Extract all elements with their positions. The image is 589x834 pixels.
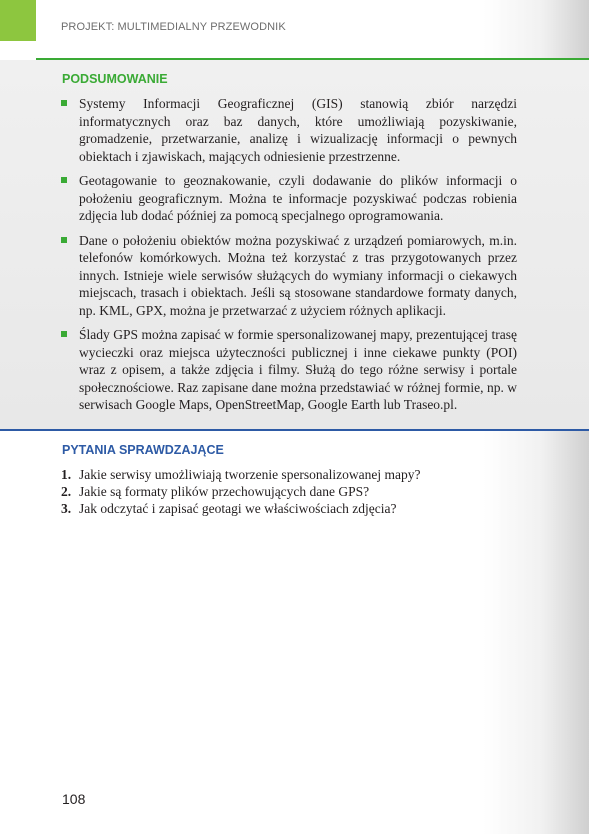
summary-item [61,326,517,414]
question-number: 2. [61,484,72,499]
question-item [61,466,421,483]
questions-heading: PYTANIA SPRAWDZAJĄCE [62,443,224,457]
square-bullet-icon [61,177,67,183]
square-bullet-icon [61,100,67,106]
summary-item [61,95,517,165]
question-number: 3. [61,501,72,516]
corner-color-block [0,0,36,41]
summary-heading: PODSUMOWANIE [62,72,168,86]
summary-item-text: Dane o położeniu obiektów można pozyskiwać z urządzeń pomiarowych, m.in. telefonów komórkowych. Można też korzystać z tras przygotowanych przez innych. Istnieje wiele serwisów służących do wymiany informacji o ciekawych miejscach, trasach i obiektach. Jeśli są stosowane standardowe formaty danych, np. KML, GPX, można je przetwarzać z użyciem różnych aplikacji. [79,232,517,318]
summary-item-text: Geotagowanie to geoznakowanie, czyli dodawanie do plików informacji o położeniu geograficznym. Można te informacje pozyskiwać podczas robienia zdjęcia lub dodać później za pomocą specjalnego oprogramowania. [79,173,517,223]
questions-list [61,466,421,517]
summary-item-text: Systemy Informacji Geograficznej (GIS) stanowią zbiór narzędzi informatycznych oraz baz danych, które umożliwiają pozyskiwanie, gromadzenie, przetwarzanie, analizę i wizualizację informacji o pewnych obiektach i zjawiskach, mających odniesienie przestrzenne. [79,96,517,164]
square-bullet-icon [61,237,67,243]
question-text: Jak odczytać i zapisać geotagi we właściwościach zdjęcia? [79,501,397,516]
running-header: PROJEKT: MULTIMEDIALNY PRZEWODNIK [61,21,286,33]
page-number: 108 [62,791,86,807]
summary-item [61,232,517,320]
question-item [61,500,421,517]
question-item [61,483,421,500]
summary-item [61,172,517,225]
question-number: 1. [61,467,72,482]
summary-list [61,95,517,421]
question-text: Jakie są formaty plików przechowujących dane GPS? [79,484,370,499]
square-bullet-icon [61,331,67,337]
summary-item-text: Ślady GPS można zapisać w formie spersonalizowanej mapy, prezentującej trasę wycieczki oraz miejsca użyteczności publicznej i inne ciekawe punkty (POI) wraz z opisem, a także zdjęcia i filmy. Służą do tego różne serwisy i portale społecznościowe. Raz zapisane dane można przedstawiać w różnej formie, np. w serwisach Google Maps, OpenStreetMap, Google Earth lub Traseo.pl. [79,327,517,412]
question-text: Jakie serwisy umożliwiają tworzenie spersonalizowanej mapy? [79,467,421,482]
